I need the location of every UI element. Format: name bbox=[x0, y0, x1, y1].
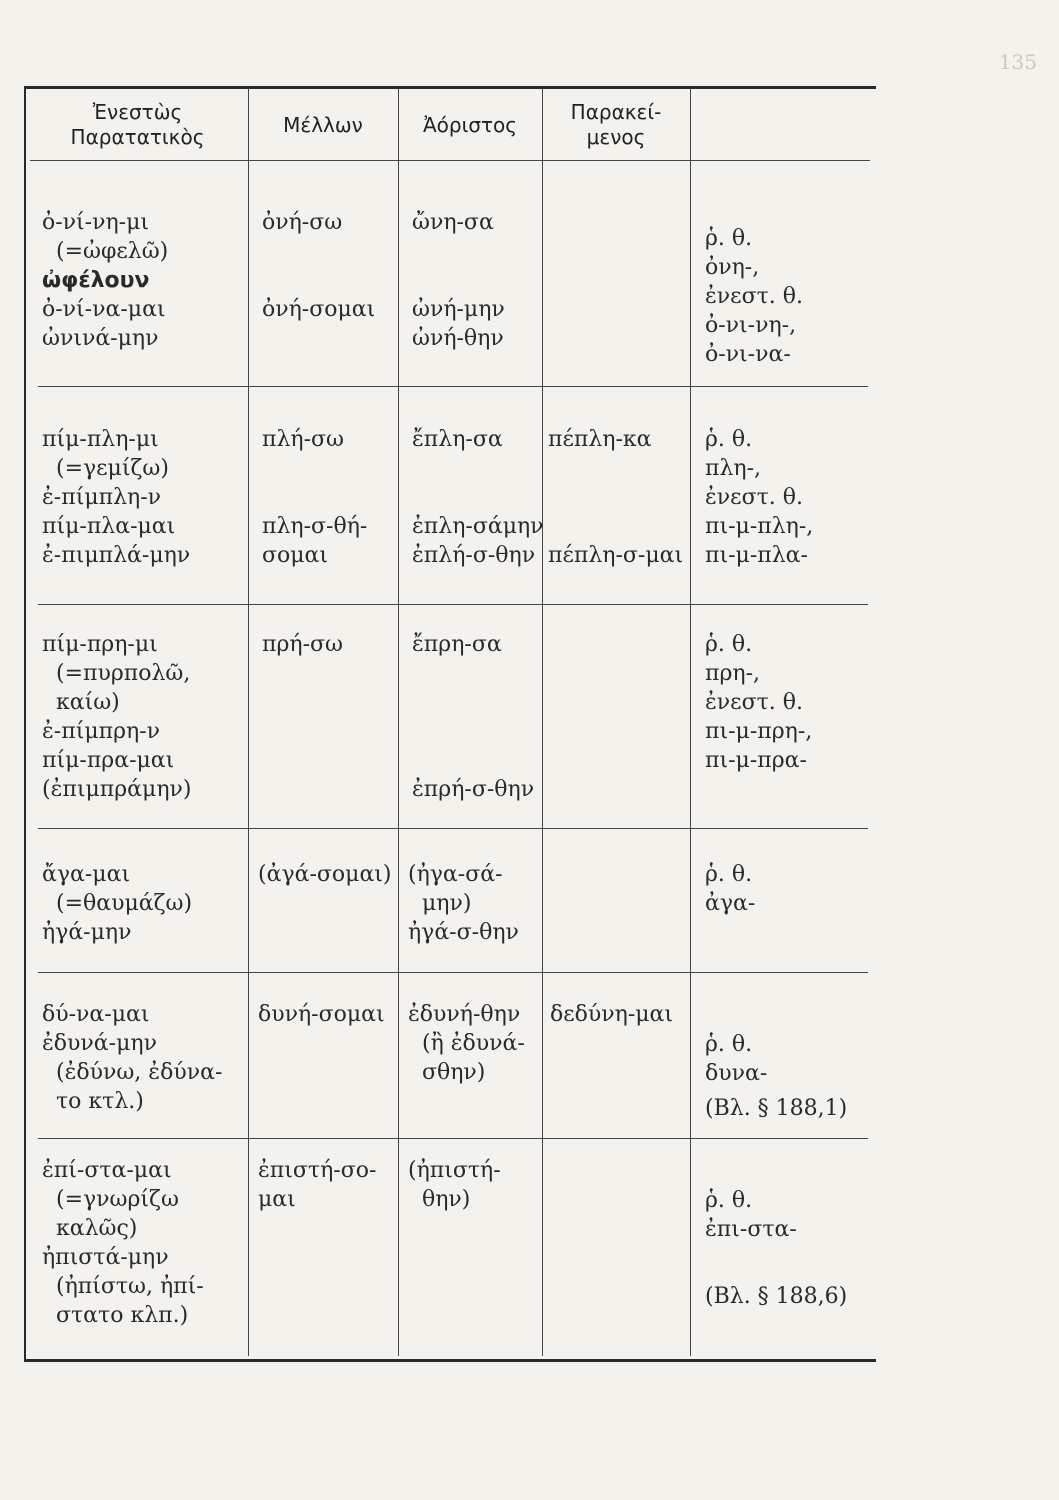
group3-aorist: ἔπρη-σα ἐπρή-σ-θην bbox=[412, 632, 535, 802]
group5-reference: (Βλ. § 188,1) bbox=[705, 1096, 848, 1121]
group1-present-2: ὀ-νί-να-μαι ὠνινά-μην bbox=[42, 297, 166, 351]
group6-stem: ῥ. θ. ἐπι-στα- bbox=[705, 1188, 797, 1242]
group1-aorist: ὤνη-σα ὠνή-μην ὠνή-θην bbox=[412, 210, 505, 351]
group3-future: πρή-σω bbox=[262, 632, 343, 657]
group5-aorist: ἐδυνή-θην (ἢ ἐδυνά- σθην) bbox=[408, 1002, 525, 1085]
group6-present: ἐπί-στα-μαι (=γνωρίζω καλῶς) ἠπιστά-μην (ἠπίστω, ἠπί- στατο κλπ.) bbox=[42, 1158, 204, 1328]
group2-future: πλή-σω πλη-σ-θή- σομαι bbox=[262, 427, 368, 568]
group5-present: δύ-να-μαι ἐδυνά-μην (ἐδύνω, ἐδύνα- το κτλ.) bbox=[42, 1002, 223, 1114]
group-separator bbox=[38, 386, 868, 387]
group1-stem: ῥ. θ. ὀνη-, ἐνεστ. θ. ὀ-νι-νη-, ὀ-νι-να- bbox=[705, 226, 803, 367]
header-perfect: Παρακεί- μενος bbox=[570, 100, 662, 149]
header-present bbox=[30, 100, 245, 150]
header-aorist: Ἀόριστος bbox=[422, 113, 518, 137]
group6-future: ἐπιστή-σο- μαι bbox=[258, 1158, 377, 1212]
column-divider bbox=[248, 88, 249, 1356]
group5-future: δυνή-σομαι bbox=[258, 1002, 385, 1027]
group6-aorist: (ἠπιστή- θην) bbox=[408, 1158, 501, 1212]
group4-aorist: (ἠγα-σά- μην) ἠγά-σ-θην bbox=[408, 862, 519, 945]
header-present-text: Ἐνεστὼς Παρατατικὸς bbox=[70, 100, 205, 149]
group5-perfect: δεδύνη-μαι bbox=[550, 1002, 674, 1027]
group-separator bbox=[38, 604, 868, 605]
group4-present: ἄγα-μαι (=θαυμάζω) ἠγά-μην bbox=[42, 862, 193, 945]
group3-present: πίμ-πρη-μι (=πυρπολῶ, καίω) ἐ-πίμπρη-ν πίμ-πρα-μαι (ἐπιμπράμην) bbox=[42, 632, 192, 802]
group1-present-bold: ὠφέλουν bbox=[42, 268, 150, 293]
column-divider bbox=[398, 88, 399, 1356]
group-separator bbox=[38, 972, 868, 973]
column-divider bbox=[690, 88, 691, 1356]
header-separator bbox=[30, 160, 870, 161]
header-future: Μέλλων bbox=[283, 113, 363, 137]
group5-stem: ῥ. θ. δυνα- bbox=[705, 1032, 768, 1086]
group2-stem: ῥ. θ. πλη-, ἐνεστ. θ. πι-μ-πλη-, πι-μ-πλα- bbox=[705, 427, 814, 568]
group3-stem: ῥ. θ. πρη-, ἐνεστ. θ. πι-μ-πρη-, πι-μ-πρα- bbox=[705, 632, 813, 773]
group1-present: ὀ-νί-νη-μι (=ὠφελῶ) bbox=[42, 210, 169, 264]
group4-stem: ῥ. θ. ἀγα- bbox=[705, 862, 756, 916]
group6-reference: (Βλ. § 188,6) bbox=[705, 1284, 848, 1309]
group-separator bbox=[38, 1138, 868, 1139]
group4-future: (ἀγά-σομαι) bbox=[258, 862, 392, 887]
group2-aorist: ἔπλη-σα ἐπλη-σάμην ἐπλή-σ-θην bbox=[412, 427, 544, 568]
group1-future: ὀνή-σω ὀνή-σομαι bbox=[262, 210, 376, 322]
group2-present: πίμ-πλη-μι (=γεμίζω) ἐ-πίμπλη-ν πίμ-πλα-μαι ἐ-πιμπλά-μην bbox=[42, 427, 191, 568]
column-divider bbox=[542, 88, 543, 1356]
group2-perfect: πέπλη-κα πέπλη-σ-μαι bbox=[548, 427, 684, 568]
page-number: 135 bbox=[998, 50, 1037, 74]
group-separator bbox=[38, 828, 868, 829]
